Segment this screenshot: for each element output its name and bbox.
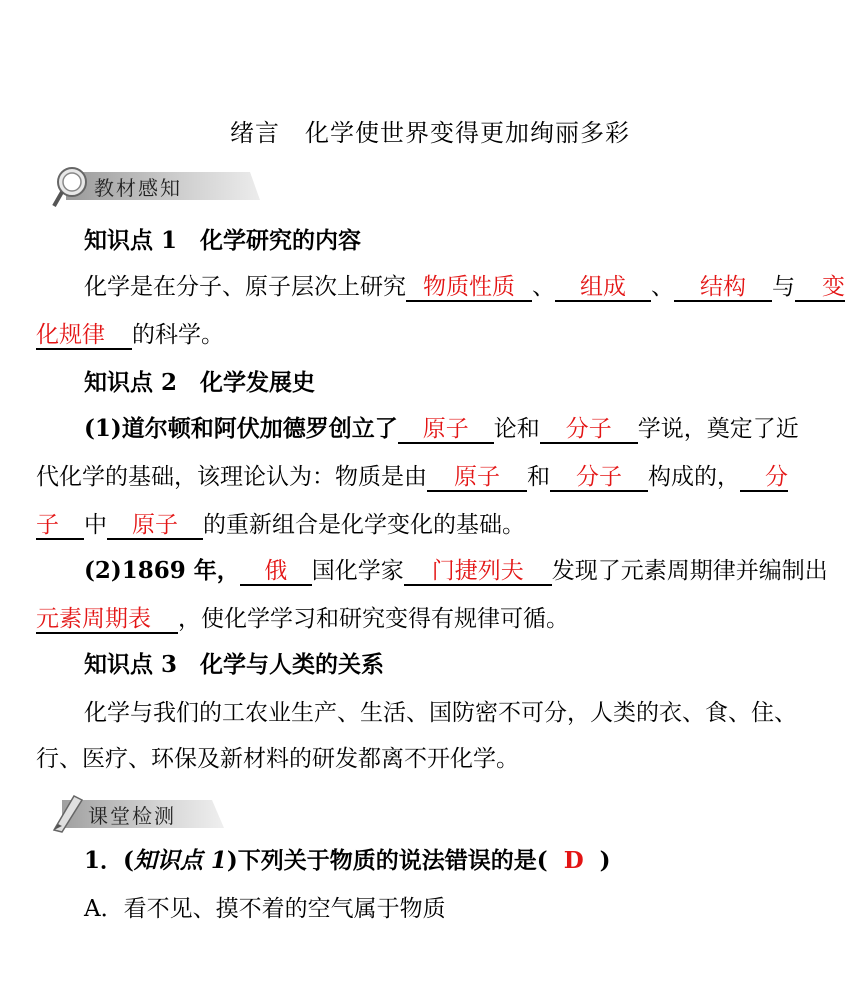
question-1-option-a: A．看不见、摸不着的空气属于物质 (84, 896, 446, 922)
answer-blank: 分 (740, 462, 788, 492)
answer-blank: 门捷列夫 (404, 556, 552, 586)
answer-blank: 俄 (240, 556, 312, 586)
answer-blank: 物质性质 (406, 272, 532, 302)
answer-blank: 分子 (540, 414, 638, 444)
k2-p1-line2: 代化学的基础，该理论认为：物质是由 原子 和 分子 构成的， 分 (36, 464, 788, 490)
k3-line2: 行、医疗、环保及新材料的研发都离不开化学。 (36, 746, 519, 772)
page-title: 绪言 化学使世界变得更加绚丽多彩 (230, 119, 630, 147)
banner-label: 教材感知 (94, 176, 182, 200)
k1-line2: 化规律 的科学。 (36, 322, 224, 348)
k2-p1-line1: (1)道尔顿和阿伏加德罗创立了 原子 论和 分子 学说，奠定了近 (84, 415, 799, 442)
k1-heading: 知识点 1 化学研究的内容 (84, 227, 362, 254)
banner-class-test (52, 790, 227, 834)
k2-heading: 知识点 2 化学发展史 (84, 369, 316, 396)
answer-blank: 分子 (550, 462, 648, 492)
question-1: 1．(知识点 1)下列关于物质的说法错误的是( D ) (84, 847, 611, 874)
answer-blank: 组成 (555, 272, 651, 302)
answer-blank: 化规律 (36, 320, 132, 350)
answer-blank: 元素周期表 (36, 604, 178, 634)
k2-p2-line1: (2)1869 年， 俄 国化学家 门捷列夫 发现了元素周期律并编制出 (84, 557, 828, 584)
answer-blank: 子 (36, 510, 84, 540)
banner-label: 课堂检测 (88, 804, 176, 828)
banner-textbook-perception (52, 160, 262, 210)
answer-letter: D (563, 847, 584, 874)
k3-heading: 知识点 3 化学与人类的关系 (84, 651, 385, 678)
k3-line1: 化学与我们的工农业生产、生活、国防密不可分，人类的衣、食、住、 (84, 700, 797, 726)
k1-line1: 化学是在分子、原子层次上研究 物质性质 、 组成 、 结构 与 变 (84, 274, 845, 300)
answer-blank: 原子 (398, 414, 494, 444)
k2-p1-line3: 子 中 原子 的重新组合是化学变化的基础。 (36, 512, 525, 538)
answer-blank: 变 (795, 272, 845, 302)
answer-blank: 结构 (674, 272, 772, 302)
answer-blank: 原子 (427, 462, 527, 492)
k2-p2-line2: 元素周期表 ，使化学学习和研究变得有规律可循。 (36, 606, 569, 632)
k1-text: 化学是在分子、原子层次上研究 (84, 274, 406, 300)
answer-blank: 原子 (107, 510, 203, 540)
